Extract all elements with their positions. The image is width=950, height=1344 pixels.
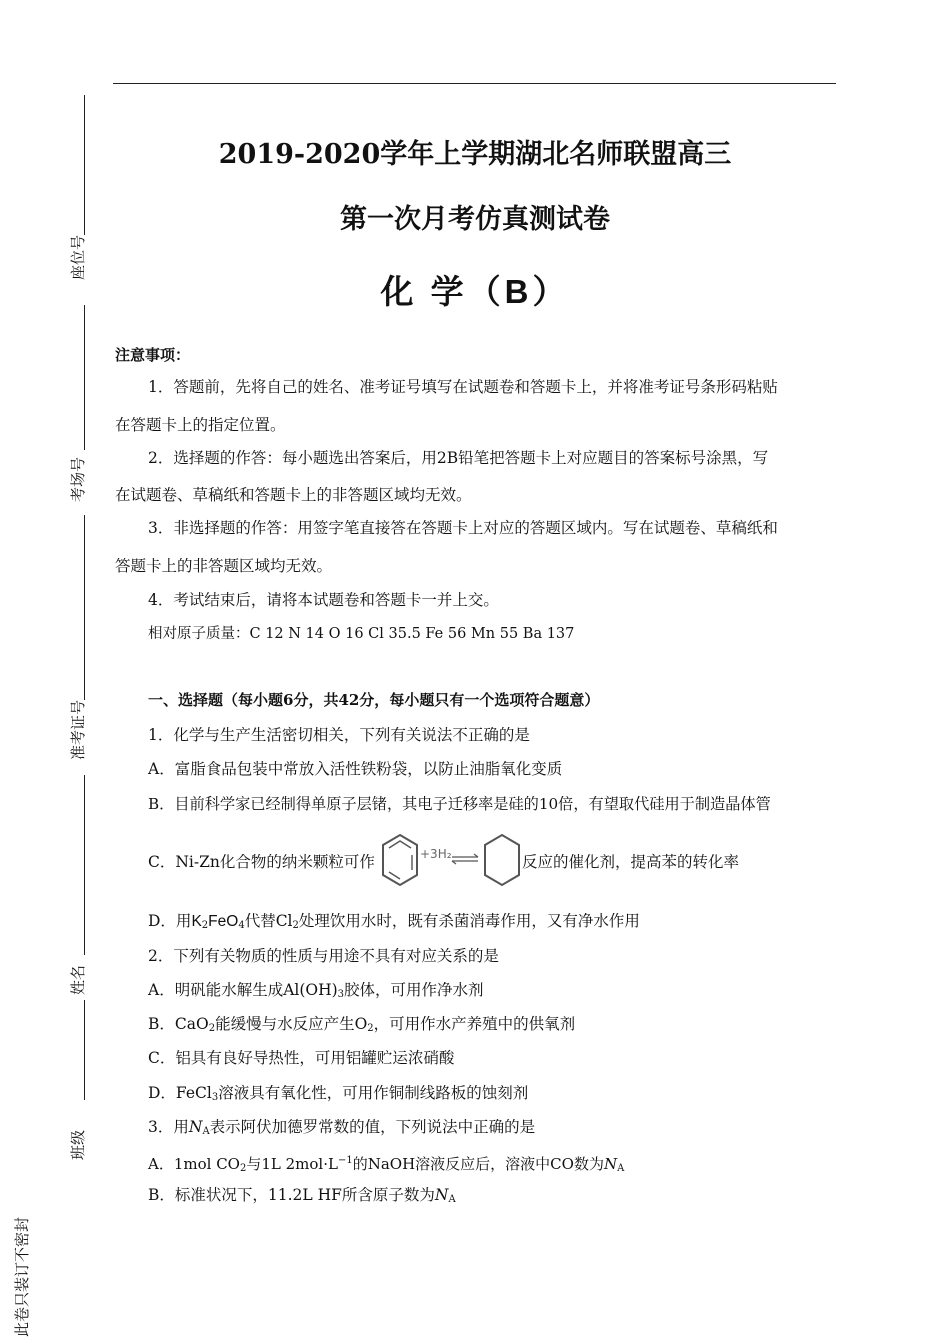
question-1-stem: 1．化学与生产生活密切相关，下列有关说法不正确的是 <box>148 726 530 744</box>
subscript: 3 <box>337 989 345 1000</box>
formula: FeO <box>208 913 239 930</box>
seat-number-label: 座位号 <box>69 234 87 280</box>
avogadro-symbol: N <box>188 1118 203 1136</box>
equilibrium-arrow <box>452 854 478 864</box>
subscript: A <box>617 1163 625 1174</box>
question-1-option-b: B．目前科学家已经制得单原子层锗，其电子迁移率是硅的10倍，有望取代硅用于制造晶体管 <box>148 795 771 813</box>
exam-subtitle: 第一次月考仿真测试卷 <box>340 204 610 235</box>
notice-item: 2．选择题的作答：每小题选出答案后，用2B铅笔把答题卡上对应题目的答案标号涂黑，写 <box>148 449 769 467</box>
text: 溶液具有氧化性，可用作铜制线路板的蚀刻剂 <box>218 1084 529 1102</box>
notice-item: 在试题卷、草稿纸和答题卡上的非答题区域均无效。 <box>115 486 472 504</box>
question-2-stem: 2．下列有关物质的性质与用途不具有对应关系的是 <box>148 947 499 965</box>
subscript: A <box>448 1194 456 1205</box>
benzene-ring <box>383 835 417 885</box>
notice-item: 3．非选择题的作答：用签字笔直接答在答题卡上对应的答题区域内。写在试题卷、草稿纸和 <box>148 519 778 537</box>
text: 3．用 <box>148 1118 189 1136</box>
question-1-option-c-text: 反应的催化剂，提高苯的转化率 <box>522 853 740 871</box>
atomic-masses: 相对原子质量：C 12 N 14 O 16 Cl 35.5 Fe 56 Mn 55 Ba 137 <box>148 626 575 642</box>
question-1-option-d <box>148 911 640 936</box>
question-2-option-a <box>148 980 484 1005</box>
avogadro-symbol: N <box>434 1186 449 1204</box>
notice-item: 1．答题前，先将自己的姓名、准考证号填写在试题卷和答题卡上，并将准考证号条形码粘贴 <box>148 378 778 396</box>
formula: K <box>191 913 202 930</box>
question-3-option-a <box>148 1151 624 1179</box>
text: 代替Cl <box>244 912 293 930</box>
text: 能缓慢与水反应产生O <box>215 1015 368 1033</box>
question-1-option-c-text: C．Ni-Zn化合物的纳米颗粒可作 <box>148 853 375 871</box>
text: A．1mol CO <box>148 1155 240 1173</box>
reaction-plus-h2: +3H₂ <box>420 847 452 861</box>
subject-title: 化 学（B） <box>380 273 570 310</box>
exam-title: 2019-2020学年上学期湖北名师联盟高三 <box>218 139 732 170</box>
notice-item: 4．考试结束后，请将本试题卷和答题卡一并上交。 <box>148 591 499 609</box>
text: B．标准状况下，11.2L HF所含原子数为 <box>148 1186 435 1204</box>
avogadro-symbol: N <box>603 1155 618 1173</box>
notice-item: 在答题卡上的指定位置。 <box>115 416 286 434</box>
question-3-option-b <box>148 1185 456 1210</box>
subscript: 2 <box>201 920 209 931</box>
question-3-stem <box>148 1117 535 1142</box>
text: D．FeCl <box>148 1084 212 1102</box>
text: 胶体，可用作净水剂 <box>344 981 484 999</box>
notice-heading: 注意事项： <box>115 347 191 364</box>
margin-line <box>84 305 85 450</box>
cyclohexane-ring <box>485 835 519 885</box>
subscript: A <box>202 1126 210 1137</box>
text: A．明矾能水解生成Al(OH) <box>148 981 338 999</box>
exam-room-label: 考场号 <box>69 456 87 502</box>
text: 与1L 2mol·L <box>246 1155 338 1173</box>
text: D．用 <box>148 912 192 930</box>
question-2-option-d <box>148 1083 528 1108</box>
subscript: 3 <box>211 1092 219 1103</box>
subscript: 2 <box>292 920 299 931</box>
superscript: −1 <box>337 1155 353 1166</box>
top-rule <box>113 83 836 84</box>
margin-line <box>84 515 85 700</box>
question-2-option-c: C．铝具有良好导热性，可用铝罐贮运浓硝酸 <box>148 1049 455 1067</box>
ticket-number-label: 准考证号 <box>69 699 87 760</box>
text: ，可用作水产养殖中的供氧剂 <box>373 1015 576 1033</box>
text: 处理饮用水时，既有杀菌消毒作用，又有净水作用 <box>298 912 640 930</box>
subscript: 2 <box>367 1023 374 1034</box>
margin-line <box>84 1000 85 1100</box>
seal-notice: 此卷只装订不密封 <box>13 1216 31 1337</box>
text: 的NaOH溶液反应后，溶液中CO数为 <box>352 1155 604 1173</box>
subscript: 2 <box>208 1023 216 1034</box>
section-heading: 一、选择题（每小题6分，共42分，每小题只有一个选项符合题意） <box>148 691 600 709</box>
text: 表示阿伏加德罗常数的值，下列说法中正确的是 <box>209 1118 536 1136</box>
question-2-option-b <box>148 1014 575 1039</box>
subscript: 4 <box>238 920 245 931</box>
question-1-option-a: A．富脂食品包装中常放入活性铁粉袋，以防止油脂氧化变质 <box>148 760 563 778</box>
notice-item: 答题卡上的非答题区域均无效。 <box>115 557 333 575</box>
text: B．CaO <box>148 1015 209 1033</box>
class-label: 班级 <box>69 1130 87 1161</box>
margin-line <box>84 775 85 955</box>
subscript: 2 <box>239 1163 247 1174</box>
name-label: 姓名 <box>69 965 87 996</box>
benzene-hydrogenation-equation <box>380 830 520 894</box>
